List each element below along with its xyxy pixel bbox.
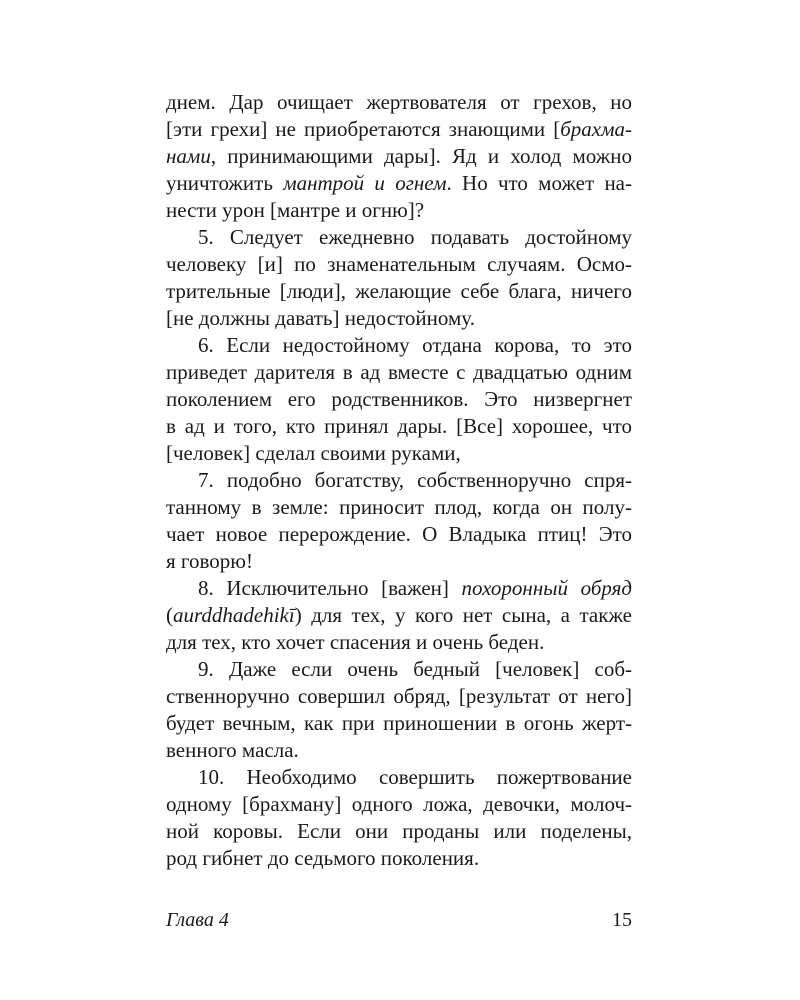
paragraph-6 bbox=[166, 332, 632, 467]
running-head: Глава 4 bbox=[166, 909, 229, 931]
text-run: нести урон [мантре и огню]? bbox=[166, 198, 425, 222]
text-line bbox=[166, 143, 632, 170]
text-line bbox=[166, 683, 632, 710]
paragraph-7 bbox=[166, 467, 632, 575]
text-line bbox=[166, 548, 632, 575]
text-line bbox=[166, 278, 632, 305]
text-line bbox=[166, 116, 632, 143]
text-run: трительные [люди], желающие себе блага, ничего bbox=[166, 279, 632, 303]
italic-text: мантрой и огнем bbox=[283, 171, 447, 195]
text-line bbox=[166, 197, 632, 224]
text-run: для тех, кто хочет спасения и очень беден. bbox=[166, 630, 545, 654]
text-run: 10. Необходимо совершить пожертвование bbox=[198, 765, 632, 789]
text-line bbox=[166, 332, 632, 359]
text-line bbox=[166, 845, 632, 872]
text-run: ной коровы. Если они проданы или поделены, bbox=[166, 819, 632, 843]
text-line bbox=[166, 629, 632, 656]
text-line bbox=[166, 791, 632, 818]
paragraph-5 bbox=[166, 224, 632, 332]
text-line bbox=[166, 764, 632, 791]
text-run: человеку [и] по знаменательным случаям. Осмо- bbox=[166, 252, 632, 276]
text-line bbox=[166, 251, 632, 278]
text-line bbox=[166, 656, 632, 683]
italic-text: aurddhadehikī bbox=[173, 603, 295, 627]
text-run: ственноручно совершил обряд, [результат от него] bbox=[166, 684, 632, 708]
italic-text: нами bbox=[166, 144, 211, 168]
text-line bbox=[166, 602, 632, 629]
paragraph-10 bbox=[166, 764, 632, 872]
paragraph-8 bbox=[166, 575, 632, 656]
text-line bbox=[166, 467, 632, 494]
text-run: приведет дарителя в ад вместе с двадцатью одним bbox=[166, 360, 632, 384]
italic-text: брахма- bbox=[560, 117, 632, 141]
text-run: 6. Если недостойному отдана корова, то это bbox=[198, 333, 632, 357]
text-run: 9. Даже если очень бедный [человек] соб- bbox=[198, 657, 632, 681]
text-run: поколением его родственников. Это низвергнет bbox=[166, 387, 632, 411]
paragraph-9 bbox=[166, 656, 632, 764]
text-line bbox=[166, 521, 632, 548]
text-line bbox=[166, 224, 632, 251]
text-line bbox=[166, 818, 632, 845]
text-line bbox=[166, 89, 632, 116]
text-run: [человек] сделал своими руками, bbox=[166, 441, 461, 465]
text-line bbox=[166, 494, 632, 521]
text-run: чает новое перерождение. О Владыка птиц! Это bbox=[166, 522, 632, 546]
text-line bbox=[166, 413, 632, 440]
text-line bbox=[166, 305, 632, 332]
text-run: . Но что может на- bbox=[446, 171, 632, 195]
text-run: будет вечным, как при приношении в огонь жерт- bbox=[166, 711, 632, 735]
text-run: 8. Исключительно [важен] bbox=[198, 576, 462, 600]
text-run: днем. Дар очищает жертвователя от грехов, но bbox=[166, 90, 632, 114]
text-run: род гибнет до седьмого поколения. bbox=[166, 846, 480, 870]
text-run: [не должны давать] недостойному. bbox=[166, 306, 475, 330]
text-run: 5. Следует ежедневно подавать достойному bbox=[198, 225, 632, 249]
text-run: венного масла. bbox=[166, 738, 299, 762]
text-run: ( bbox=[166, 603, 173, 627]
text-line bbox=[166, 170, 632, 197]
text-run: [эти грехи] не приобретаются знающими [ bbox=[166, 117, 561, 141]
text-line bbox=[166, 359, 632, 386]
text-run: 7. подобно богатству, собственноручно спря- bbox=[198, 468, 632, 492]
text-run: , принимающими дары]. Яд и холод можно bbox=[210, 144, 632, 168]
text-run: одному [брахману] одного ложа, девочки, молоч- bbox=[166, 792, 632, 816]
italic-text: похоронный обряд bbox=[461, 576, 633, 600]
text-run: танному в земле: приносит плод, когда он полу- bbox=[166, 495, 632, 519]
page-number: 15 bbox=[612, 909, 632, 931]
text-line bbox=[166, 575, 632, 602]
page-footer bbox=[166, 906, 632, 934]
text-line bbox=[166, 440, 632, 467]
text-line bbox=[166, 386, 632, 413]
paragraph-continued bbox=[166, 89, 632, 224]
text-run: ) для тех, у кого нет сына, а также bbox=[294, 603, 632, 627]
text-run: уничтожить bbox=[166, 171, 284, 195]
text-run: я говорю! bbox=[166, 549, 253, 573]
text-line bbox=[166, 737, 632, 764]
text-run: в ад и того, кто принял дары. [Все] хорошее, что bbox=[166, 414, 632, 438]
text-line bbox=[166, 710, 632, 737]
body-text bbox=[166, 89, 632, 872]
